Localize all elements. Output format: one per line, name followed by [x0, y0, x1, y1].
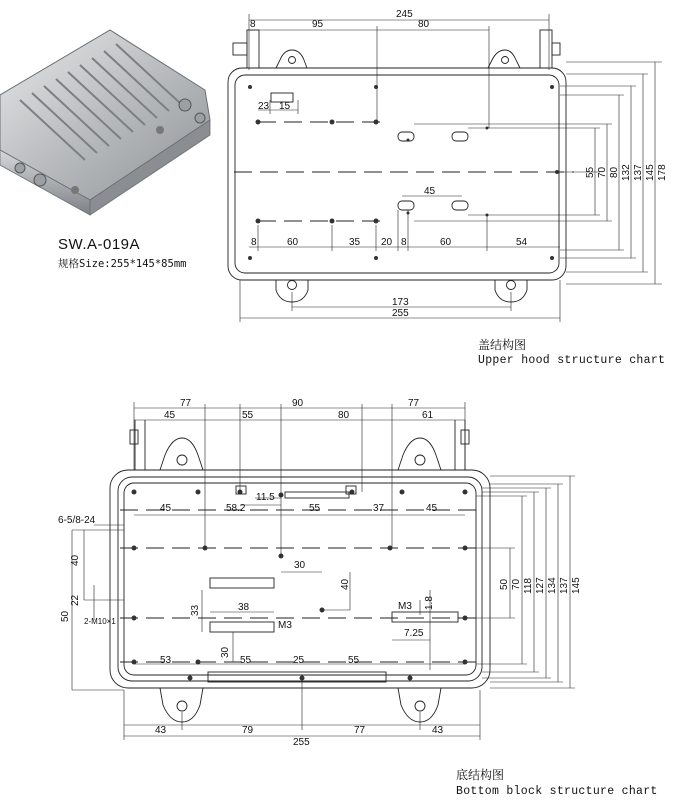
dim-label: 60: [440, 237, 452, 248]
dim-label: 35: [349, 237, 361, 248]
dim-label: 37: [373, 503, 385, 514]
dim-label: 54: [516, 237, 528, 248]
dim-label: 134: [547, 577, 558, 594]
dim-label: 6-5/8-24: [58, 515, 96, 526]
dim-label: M3: [278, 620, 292, 631]
dim-label: 245: [396, 9, 413, 20]
dim-label: 45: [426, 503, 438, 514]
dim-label: 45: [160, 503, 172, 514]
dim-label: 50: [499, 578, 510, 590]
dim-label: 50: [60, 610, 71, 622]
dim-label: 2-M10×1: [84, 617, 116, 626]
dim-label: 40: [340, 578, 351, 590]
dim-label: 8: [251, 237, 257, 248]
dim-label: 45: [164, 410, 176, 421]
dim-label: 40: [70, 554, 81, 566]
dim-label: 77: [408, 398, 420, 409]
dim-label: 80: [418, 19, 430, 30]
dim-label: 55: [242, 410, 254, 421]
dim-label: 77: [180, 398, 192, 409]
dim-label: 20: [381, 237, 393, 248]
dim-label: 127: [535, 577, 546, 594]
dim-label: 30: [294, 560, 306, 571]
dim-label: 255: [293, 737, 310, 748]
dim-label: 118: [523, 578, 534, 594]
dim-label: 8: [401, 237, 407, 248]
dim-label: M3: [398, 601, 412, 612]
bottom-caption-cn: 底结构图: [456, 768, 505, 782]
model-label: SW.A-019A: [58, 236, 141, 253]
dim-label: 58.2: [226, 503, 246, 514]
bottom-block-drawing: [72, 402, 575, 740]
dim-label: 145: [571, 577, 582, 594]
upper-caption-cn: 盖结构图: [478, 338, 527, 352]
dim-label: 255: [392, 308, 409, 319]
size-label: 规格Size:255*145*85mm: [58, 258, 187, 270]
dim-label: 55: [585, 166, 596, 178]
dim-label: 55: [309, 503, 321, 514]
upper-dimension-labels: [250, 9, 668, 319]
dim-label: 38: [238, 602, 250, 613]
dim-label: 173: [392, 297, 409, 308]
dim-label: 132: [621, 164, 632, 181]
dim-label: 22: [70, 594, 81, 606]
dim-label: 60: [287, 237, 299, 248]
upper-caption-en: Upper hood structure chart: [478, 354, 666, 367]
dim-label: 70: [511, 578, 522, 590]
dim-label: 25: [293, 655, 305, 666]
dim-label: 80: [338, 410, 350, 421]
dim-label: 23: [258, 101, 270, 112]
product-photo: [0, 30, 210, 215]
dim-label: 33: [190, 604, 201, 616]
dim-label: 77: [354, 725, 366, 736]
dim-label: 8: [250, 19, 256, 30]
dim-label: 80: [609, 166, 620, 178]
dim-label: 7.25: [404, 628, 424, 639]
dim-label: 61: [422, 410, 434, 421]
dim-label: 15: [279, 101, 291, 112]
dim-label: 11.5: [256, 492, 275, 503]
dim-label: 137: [633, 164, 644, 181]
dim-label: 145: [645, 164, 656, 181]
dim-label: 43: [432, 725, 444, 736]
dim-label: 55: [240, 655, 252, 666]
dim-label: 55: [348, 655, 360, 666]
dim-label: 79: [242, 725, 254, 736]
dim-label: 70: [597, 166, 608, 178]
bottom-dimension-labels: [58, 398, 582, 748]
dim-label: 30: [220, 646, 231, 658]
bottom-caption-en: Bottom block structure chart: [456, 785, 658, 798]
dim-label: 45: [424, 186, 436, 197]
dim-label: 95: [312, 19, 324, 30]
dim-label: 1.8: [424, 596, 435, 610]
dim-label: 43: [155, 725, 167, 736]
dim-label: 90: [292, 398, 304, 409]
dim-label: 178: [657, 164, 668, 181]
dim-label: 53: [160, 655, 172, 666]
dim-label: 137: [559, 577, 570, 594]
